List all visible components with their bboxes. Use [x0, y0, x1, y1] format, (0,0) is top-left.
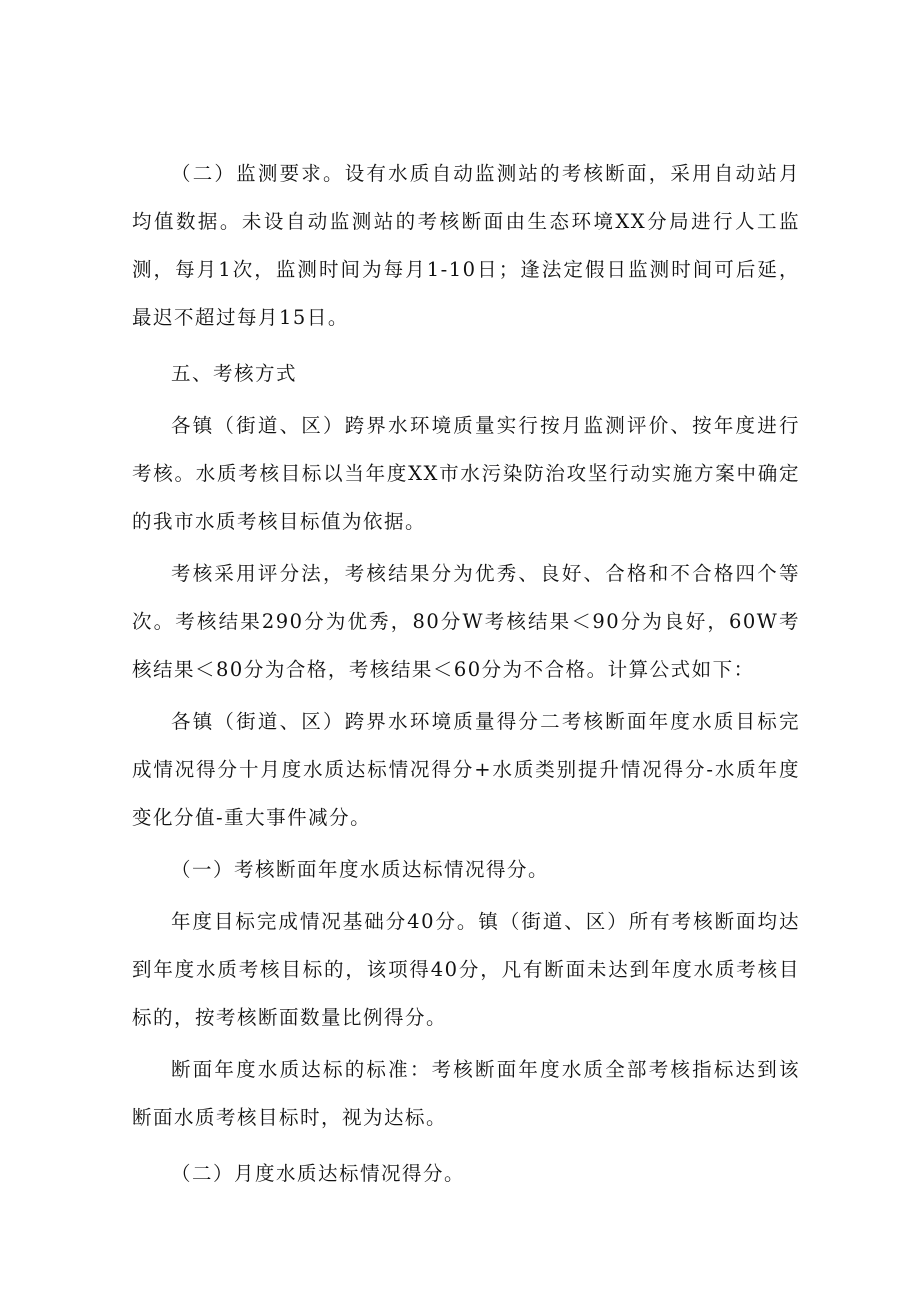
paragraph-monitoring-requirements: （二）监测要求。设有水质自动监测站的考核断面，采用自动站月均值数据。未设自动监测站的考核断面由生态环境XX分局进行人工监测，每月1次，监测时间为每月1-10日；逢法定假日监测时间可后延，最迟不超过每月15日。	[132, 162, 800, 329]
paragraph-scoring-method: 考核采用评分法，考核结果分为优秀、良好、合格和不合格四个等次。考核结果290分为优秀，80分W考核结果＜90分为良好，60W考核结果＜80分为合格，考核结果＜60分为不合格。计算公式如下：	[132, 562, 800, 681]
paragraph-score-formula: 各镇（街道、区）跨界水环境质量得分二考核断面年度水质目标完成情况得分十月度水质达标情况得分+水质类别提升情况得分-水质年度变化分值-重大事件减分。	[132, 710, 800, 829]
subheading-annual-score: （一）考核断面年度水质达标情况得分。	[171, 858, 550, 881]
subheading-monthly-score: （二）月度水质达标情况得分。	[171, 1162, 466, 1185]
paragraph-annual-target-score: 年度目标完成情况基础分40分。镇（街道、区）所有考核断面均达到年度水质考核目标的，该项得40分，凡有断面未达到年度水质考核目标的，按考核断面数量比例得分。	[132, 910, 800, 1029]
document-page	[132, 150, 800, 1198]
paragraph-annual-standard: 断面年度水质达标的标准：考核断面年度水质全部考核指标达到该断面水质考核目标时，视为达标。	[132, 1058, 800, 1129]
section-heading-assessment-method: 五、考核方式	[171, 362, 298, 385]
paragraph-assessment-basis: 各镇（街道、区）跨界水环境质量实行按月监测评价、按年度进行考核。水质考核目标以当年度XX市水污染防治攻坚行动实施方案中确定的我市水质考核目标值为依据。	[132, 414, 800, 533]
